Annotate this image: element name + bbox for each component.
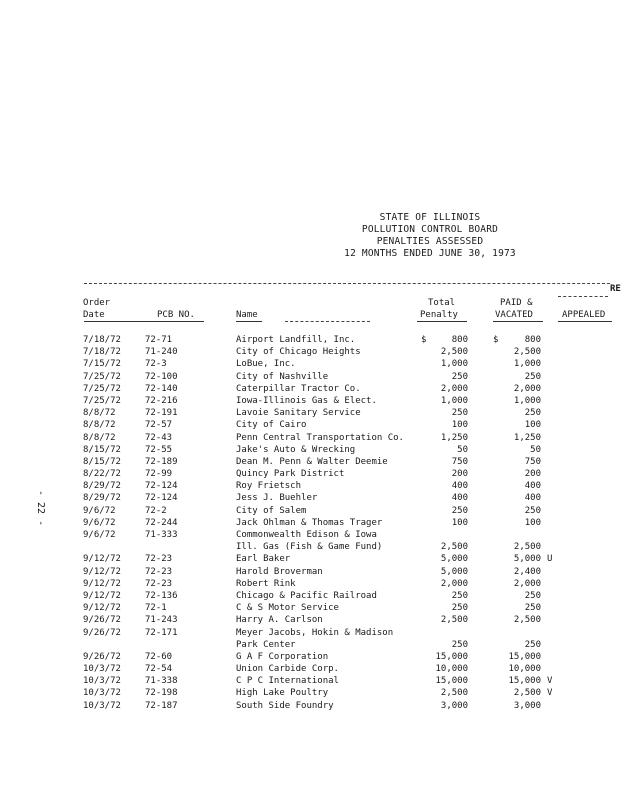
- total-penalty: 200: [451, 469, 468, 480]
- table-row: [0, 553, 625, 565]
- paid-vacated: 400: [524, 481, 541, 492]
- party-name: C P C International: [236, 676, 339, 687]
- pcb-number: 72-54: [145, 664, 173, 675]
- total-penalty: 800: [451, 335, 468, 345]
- table-row: [0, 517, 625, 529]
- table-row: [0, 590, 625, 602]
- party-name: Lavoie Sanitary Service: [236, 408, 361, 419]
- total-penalty: 10,000: [435, 664, 468, 675]
- paid-vacated: 800: [524, 335, 541, 345]
- order-date: 8/29/72: [83, 493, 121, 504]
- party-name: LoBue, Inc.: [236, 359, 296, 370]
- paid-vacated: 10,000: [508, 664, 541, 675]
- header-underline-mid: [285, 321, 370, 322]
- pcb-number: 72-71: [145, 335, 173, 345]
- party-name: Penn Central Transportation Co.: [236, 432, 404, 443]
- order-date: 10/3/72: [83, 664, 121, 675]
- pcb-number: 72-1: [145, 603, 167, 614]
- header-pcb-no: PCB NO.: [157, 310, 195, 320]
- total-penalty: 100: [451, 420, 468, 431]
- table-row: [0, 407, 625, 419]
- party-name: Ill. Gas (Fish & Game Fund): [236, 542, 383, 553]
- total-penalty: 5,000: [440, 566, 468, 577]
- table-row: [0, 529, 625, 541]
- total-penalty: 2,000: [440, 383, 468, 394]
- total-penalty: 400: [451, 493, 468, 504]
- pcb-number: 72-124: [145, 481, 178, 492]
- appealed-flag: V: [547, 676, 553, 687]
- order-date: 8/22/72: [83, 469, 121, 480]
- party-name: Union Carbide Corp.: [236, 664, 339, 675]
- order-date: 9/26/72: [83, 651, 121, 662]
- pcb-number: 72-60: [145, 651, 173, 662]
- order-date: 9/12/72: [83, 603, 121, 614]
- pcb-number: 72-55: [145, 444, 173, 455]
- header-underline-name: [236, 321, 262, 322]
- pcb-number: 72-171: [145, 627, 178, 638]
- header-vacated: VACATED: [495, 310, 533, 320]
- party-name: South Side Foundry: [236, 700, 334, 711]
- pcb-number: 72-43: [145, 432, 173, 443]
- order-date: 8/15/72: [83, 444, 121, 455]
- party-name: Harry A. Carlson: [236, 615, 323, 626]
- total-penalty: 1,250: [440, 432, 468, 443]
- title-period: 12 MONTHS ENDED JUNE 30, 1973: [344, 248, 516, 259]
- total-penalty: 100: [451, 517, 468, 528]
- table-row: [0, 468, 625, 480]
- paid-vacated: 200: [524, 469, 541, 480]
- pcb-number: 71-243: [145, 615, 178, 626]
- header-penalty: Penalty: [420, 310, 458, 320]
- paid-vacated: 400: [524, 493, 541, 504]
- paid-vacated: 2,400: [513, 566, 541, 577]
- order-date: 8/8/72: [83, 408, 116, 419]
- party-name: Meyer Jacobs, Hokin & Madison: [236, 627, 394, 638]
- order-date: 10/3/72: [83, 688, 121, 699]
- pcb-number: 72-99: [145, 469, 173, 480]
- header-paid: PAID &: [500, 298, 533, 308]
- table-row: [0, 492, 625, 504]
- paid-dollar-sign: $: [493, 335, 499, 345]
- paid-vacated: 100: [524, 420, 541, 431]
- table-row: [0, 651, 625, 663]
- party-name: Chicago & Pacific Railroad: [236, 590, 377, 601]
- party-name: Quincy Park District: [236, 469, 345, 480]
- order-date: 7/18/72: [83, 335, 121, 345]
- header-order: Order: [83, 298, 111, 308]
- order-date: 9/6/72: [83, 505, 116, 516]
- order-date: 9/6/72: [83, 530, 116, 540]
- order-date: 7/15/72: [83, 359, 121, 370]
- total-penalty: 750: [451, 456, 468, 467]
- paid-vacated: 250: [524, 505, 541, 516]
- total-penalty: 5,000: [440, 554, 468, 565]
- appealed-flag: V: [547, 688, 553, 699]
- order-date: 7/25/72: [83, 395, 121, 406]
- total-penalty: 250: [451, 639, 468, 650]
- total-penalty: 250: [451, 371, 468, 382]
- total-penalty: 2,500: [440, 615, 468, 626]
- title-state: STATE OF ILLINOIS: [379, 212, 481, 223]
- table-row: [0, 419, 625, 431]
- table-row: [0, 602, 625, 614]
- order-date: 9/6/72: [83, 517, 116, 528]
- pcb-number: 72-23: [145, 578, 173, 589]
- party-name: City of Chicago Heights: [236, 347, 361, 358]
- title-penalties: PENALTIES ASSESSED: [376, 236, 484, 247]
- page-number: - 22 -: [35, 490, 46, 527]
- party-name: C & S Motor Service: [236, 603, 339, 614]
- pcb-number: 71-333: [145, 530, 178, 540]
- paid-vacated: 2,000: [513, 383, 541, 394]
- order-date: 7/25/72: [83, 383, 121, 394]
- party-name: High Lake Poultry: [236, 688, 329, 699]
- total-penalty: 15,000: [435, 676, 468, 687]
- paid-vacated: 50: [530, 444, 541, 455]
- table-row: [0, 700, 625, 712]
- table-row: [0, 639, 625, 651]
- pcb-number: 72-124: [145, 493, 178, 504]
- order-date: 9/26/72: [83, 615, 121, 626]
- paid-vacated: 250: [524, 603, 541, 614]
- table-row: [0, 346, 625, 358]
- paid-vacated: 1,000: [513, 395, 541, 406]
- total-penalty: 2,000: [440, 578, 468, 589]
- pcb-number: 72-189: [145, 456, 178, 467]
- table-row: [0, 383, 625, 395]
- table-row: [0, 505, 625, 517]
- table-row: [0, 480, 625, 492]
- pcb-number: 71-240: [145, 347, 178, 358]
- party-name: Park Center: [236, 639, 296, 650]
- party-name: Dean M. Penn & Walter Deemie: [236, 456, 388, 467]
- table-row: [0, 456, 625, 468]
- party-name: Iowa-Illinois Gas & Elect.: [236, 395, 377, 406]
- table-row: [0, 444, 625, 456]
- appealed-flag: U: [547, 554, 553, 565]
- party-name: Jake's Auto & Wrecking: [236, 444, 356, 455]
- pcb-number: 72-198: [145, 688, 178, 699]
- pcb-number: 72-244: [145, 517, 178, 528]
- party-name: Jess J. Buehler: [236, 493, 318, 504]
- pcb-number: 72-23: [145, 554, 173, 565]
- header-underline-paid: [493, 321, 543, 322]
- order-date: 8/15/72: [83, 456, 121, 467]
- table-row: [0, 675, 625, 687]
- order-date: 10/3/72: [83, 676, 121, 687]
- order-date: 8/8/72: [83, 432, 116, 443]
- paid-vacated: 750: [524, 456, 541, 467]
- paid-vacated: 5,000: [513, 554, 541, 565]
- paid-vacated: 2,500: [513, 615, 541, 626]
- paid-vacated: 15,000: [508, 676, 541, 687]
- table-row: [0, 578, 625, 590]
- pcb-number: 72-57: [145, 420, 173, 431]
- total-penalty: 2,500: [440, 347, 468, 358]
- order-date: 9/12/72: [83, 578, 121, 589]
- paid-vacated: 2,500: [513, 542, 541, 553]
- order-date: 7/25/72: [83, 371, 121, 382]
- total-penalty: 250: [451, 590, 468, 601]
- header-underline-left: [84, 321, 204, 322]
- penalties-table: [0, 334, 625, 712]
- pcb-number: 72-191: [145, 408, 178, 419]
- order-date: 8/8/72: [83, 420, 116, 431]
- paid-vacated: 1,250: [513, 432, 541, 443]
- party-name: Jack Ohlman & Thomas Trager: [236, 517, 383, 528]
- header-underline-total: [417, 321, 467, 322]
- order-date: 8/29/72: [83, 481, 121, 492]
- table-row: [0, 395, 625, 407]
- order-date: 7/18/72: [83, 347, 121, 358]
- table-row: [0, 687, 625, 699]
- paid-vacated: 1,000: [513, 359, 541, 370]
- total-dollar-sign: $: [421, 335, 427, 345]
- party-name: Airport Landfill, Inc.: [236, 335, 356, 345]
- order-date: 9/12/72: [83, 566, 121, 577]
- total-penalty: 2,500: [440, 688, 468, 699]
- party-name: City of Cairo: [236, 420, 307, 431]
- pcb-number: 72-216: [145, 395, 178, 406]
- table-row: [0, 627, 625, 639]
- table-row: [0, 566, 625, 578]
- party-name: Robert Rink: [236, 578, 296, 589]
- total-penalty: 1,000: [440, 395, 468, 406]
- title-board: POLLUTION CONTROL BOARD: [361, 224, 499, 235]
- order-date: 9/12/72: [83, 554, 121, 565]
- total-penalty: 3,000: [440, 700, 468, 711]
- paid-vacated: 15,000: [508, 651, 541, 662]
- header-underline-appealed: [558, 321, 612, 322]
- table-row: [0, 432, 625, 444]
- total-penalty: 250: [451, 505, 468, 516]
- appealed-overline: [558, 296, 608, 297]
- pcb-number: 72-3: [145, 359, 167, 370]
- party-name: Earl Baker: [236, 554, 291, 565]
- paid-vacated: 250: [524, 408, 541, 419]
- paid-vacated: 3,000: [513, 700, 541, 711]
- party-name: Commonwealth Edison & Iowa: [236, 530, 377, 540]
- total-penalty: 2,500: [440, 542, 468, 553]
- paid-vacated: 2,000: [513, 578, 541, 589]
- header-appealed: APPEALED: [562, 310, 606, 320]
- pcb-number: 72-187: [145, 700, 178, 711]
- report-title: [300, 212, 560, 260]
- pcb-number: 72-2: [145, 505, 167, 516]
- total-penalty: 250: [451, 408, 468, 419]
- table-row: [0, 371, 625, 383]
- header-name: Name: [236, 310, 258, 320]
- pcb-number: 71-338: [145, 676, 178, 687]
- paid-vacated: 2,500: [513, 688, 541, 699]
- pcb-number: 72-140: [145, 383, 178, 394]
- header-date: Date: [83, 310, 105, 320]
- cut-off-header: RE: [610, 284, 621, 294]
- order-date: 9/12/72: [83, 590, 121, 601]
- pcb-number: 72-136: [145, 590, 178, 601]
- order-date: 9/26/72: [83, 627, 121, 638]
- total-penalty: 400: [451, 481, 468, 492]
- party-name: City of Nashville: [236, 371, 329, 382]
- total-penalty: 250: [451, 603, 468, 614]
- party-name: G A F Corporation: [236, 651, 329, 662]
- table-row: [0, 334, 625, 346]
- pcb-number: 72-100: [145, 371, 178, 382]
- party-name: Caterpillar Tractor Co.: [236, 383, 361, 394]
- party-name: Roy Frietsch: [236, 481, 302, 492]
- total-penalty: 1,000: [440, 359, 468, 370]
- total-penalty: 50: [457, 444, 468, 455]
- table-row: [0, 358, 625, 370]
- paid-vacated: 250: [524, 639, 541, 650]
- total-penalty: 15,000: [435, 651, 468, 662]
- table-row: [0, 541, 625, 553]
- table-row: [0, 614, 625, 626]
- order-date: 10/3/72: [83, 700, 121, 711]
- header-total: Total: [428, 298, 456, 308]
- party-name: Harold Broverman: [236, 566, 323, 577]
- paid-vacated: 100: [524, 517, 541, 528]
- table-row: [0, 663, 625, 675]
- pcb-number: 72-23: [145, 566, 173, 577]
- paid-vacated: 250: [524, 590, 541, 601]
- paid-vacated: 2,500: [513, 347, 541, 358]
- top-rule: [84, 283, 610, 284]
- party-name: City of Salem: [236, 505, 307, 516]
- paid-vacated: 250: [524, 371, 541, 382]
